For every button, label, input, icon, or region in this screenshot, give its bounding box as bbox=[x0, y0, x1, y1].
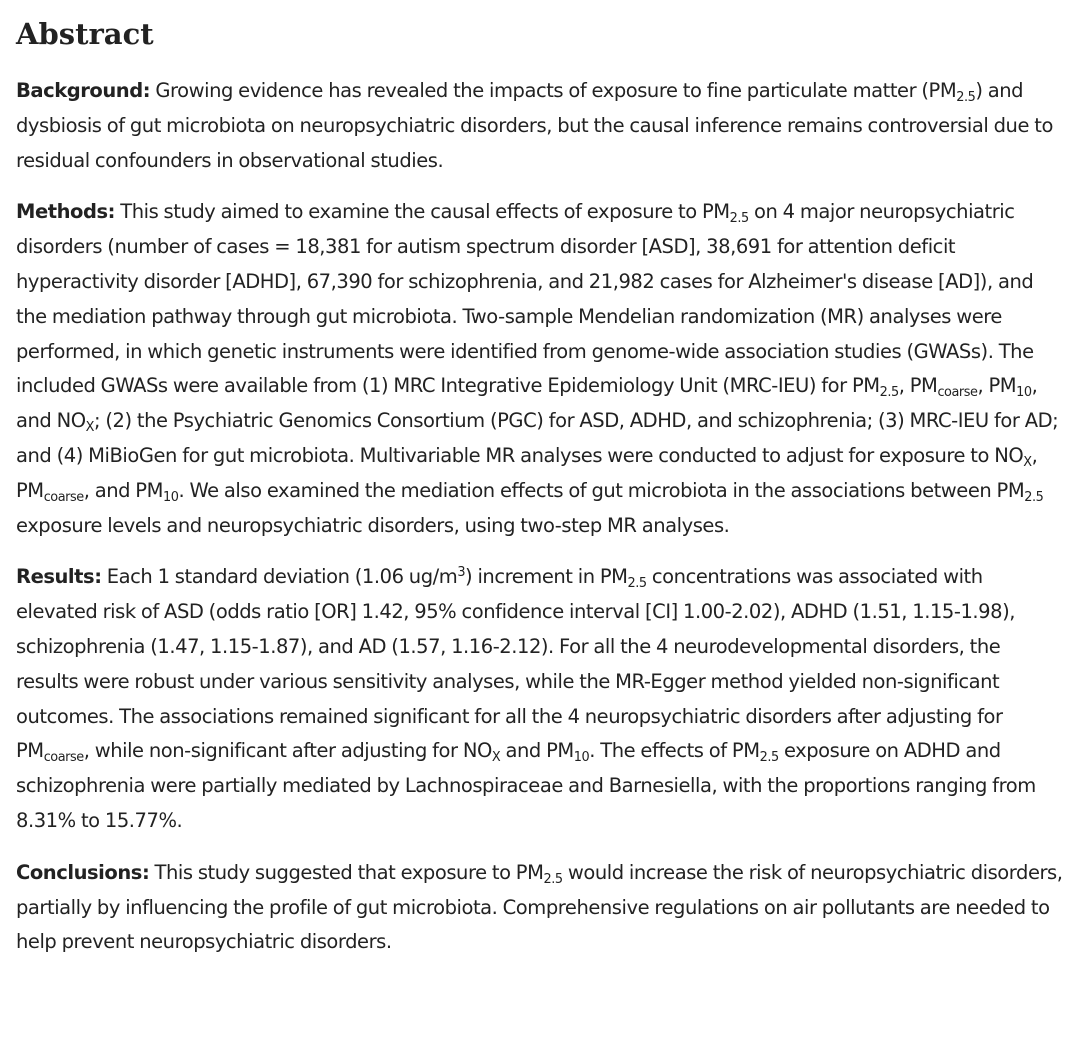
section-label-conclusions: Conclusions: bbox=[16, 860, 150, 884]
abstract-section-conclusions bbox=[16, 856, 1066, 960]
text-run: , PM bbox=[16, 443, 1038, 502]
subscript: coarse bbox=[937, 385, 978, 401]
subscript: 2.5 bbox=[627, 576, 647, 592]
section-body-methods bbox=[16, 200, 1058, 536]
abstract-heading: Abstract bbox=[16, 17, 154, 51]
abstract-section-background bbox=[16, 74, 1066, 178]
subscript: 2.5 bbox=[543, 871, 563, 887]
text-run: . The effects of PM bbox=[589, 739, 760, 763]
abstract-section-methods bbox=[16, 195, 1066, 543]
subscript: X bbox=[491, 750, 501, 766]
text-run: , PM bbox=[898, 374, 938, 398]
subscript: X bbox=[1023, 454, 1032, 470]
subscript: 10 bbox=[1016, 385, 1032, 401]
text-run: Each 1 standard deviation (1.06 ug/m bbox=[101, 565, 458, 589]
section-body-background bbox=[16, 79, 1053, 172]
text-run: This study aimed to examine the causal effects of exposure to PM bbox=[115, 200, 730, 224]
text-run: on 4 major neuropsychiatric disorders (number of cases = 18,381 for autism spectrum disorder [ASD], 38,691 for attention deficit hyperactivity disorder [ADHD], 67,390 for schizophrenia, and 21,982 cases for Alzheimer's disease [AD]), and the mediation pathway through gut microbiota. Two-sample Mendelian randomization (MR) analyses were performed, in which genetic instruments were identified from genome-wide association studies (GWASs). The included GWASs were available from (1) MRC Integrative Epidemiology Unit (MRC-IEU) for PM bbox=[16, 200, 1034, 398]
subscript: 2.5 bbox=[1024, 489, 1044, 505]
text-run: ) increment in PM bbox=[465, 565, 628, 589]
section-body-results bbox=[16, 565, 1036, 832]
subscript: X bbox=[85, 420, 94, 436]
subscript: 2.5 bbox=[729, 211, 749, 227]
text-run: . We also examined the mediation effects of gut microbiota in the associations between PM bbox=[178, 478, 1025, 502]
text-run: and PM bbox=[500, 739, 574, 763]
section-label-results: Results: bbox=[16, 565, 102, 589]
text-run: exposure levels and neuropsychiatric disorders, using two-step MR analyses. bbox=[16, 513, 730, 537]
subscript: coarse bbox=[43, 489, 84, 505]
text-run: Growing evidence has revealed the impacts of exposure to fine particulate matter (PM bbox=[150, 79, 957, 102]
text-run: would increase the risk of neuropsychiatric disorders, partially by influencing the profile of gut microbiota. Comprehensive regulations on air pollutants are needed to help prevent neuropsychiatric disorders. bbox=[16, 860, 1063, 954]
subscript: 2.5 bbox=[956, 89, 976, 105]
abstract-section-results bbox=[16, 560, 1066, 838]
text-run: , while non-significant after adjusting for NO bbox=[83, 739, 492, 763]
text-run: , and NO bbox=[16, 374, 1038, 433]
text-run: exposure on ADHD and schizophrenia were partially mediated by Lachnospiraceae and Barnesiella, with the proportions ranging from 8.31% to 15.77%. bbox=[16, 739, 1036, 832]
text-run: concentrations was associated with elevated risk of ASD (odds ratio [OR] 1.42, 95% confidence interval [CI] 1.00-2.02), ADHD (1.51, 1.15-1.98), schizophrenia (1.47, 1.15-1.87), and AD (1.57, 1.16-2.12). For all the 4 neurodevelopmental disorders, the results were robust under various sensitivity analyses, while the MR-Egger method yielded non-significant outcomes. The associations remained significant for all the 4 neuropsychiatric disorders after adjusting for PM bbox=[16, 565, 1015, 763]
subscript: 2.5 bbox=[759, 750, 779, 766]
superscript: 3 bbox=[457, 565, 466, 581]
section-label-methods: Methods: bbox=[16, 200, 115, 224]
subscript: coarse bbox=[43, 750, 84, 766]
section-body-conclusions bbox=[16, 861, 1063, 954]
subscript: 10 bbox=[573, 750, 590, 766]
text-run: , and PM bbox=[83, 478, 163, 502]
text-run: ; (2) the Psychiatric Genomics Consortium (PGC) for ASD, ADHD, and schizophrenia; (3) MRC-IEU for AD; and (4) MiBioGen for gut microbiota. Multivariable MR analyses were conducted to adjust for exposure to NO bbox=[16, 409, 1059, 467]
text-run: This study suggested that exposure to PM bbox=[149, 860, 544, 884]
text-run: ) and dysbiosis of gut microbiota on neuropsychiatric disorders, but the causal inference remains controversial due to residual confounders in observational studies. bbox=[16, 79, 1053, 172]
section-label-background: Background: bbox=[16, 79, 151, 102]
subscript: 10 bbox=[162, 489, 179, 505]
text-run: , PM bbox=[977, 374, 1017, 398]
subscript: 2.5 bbox=[879, 385, 899, 401]
